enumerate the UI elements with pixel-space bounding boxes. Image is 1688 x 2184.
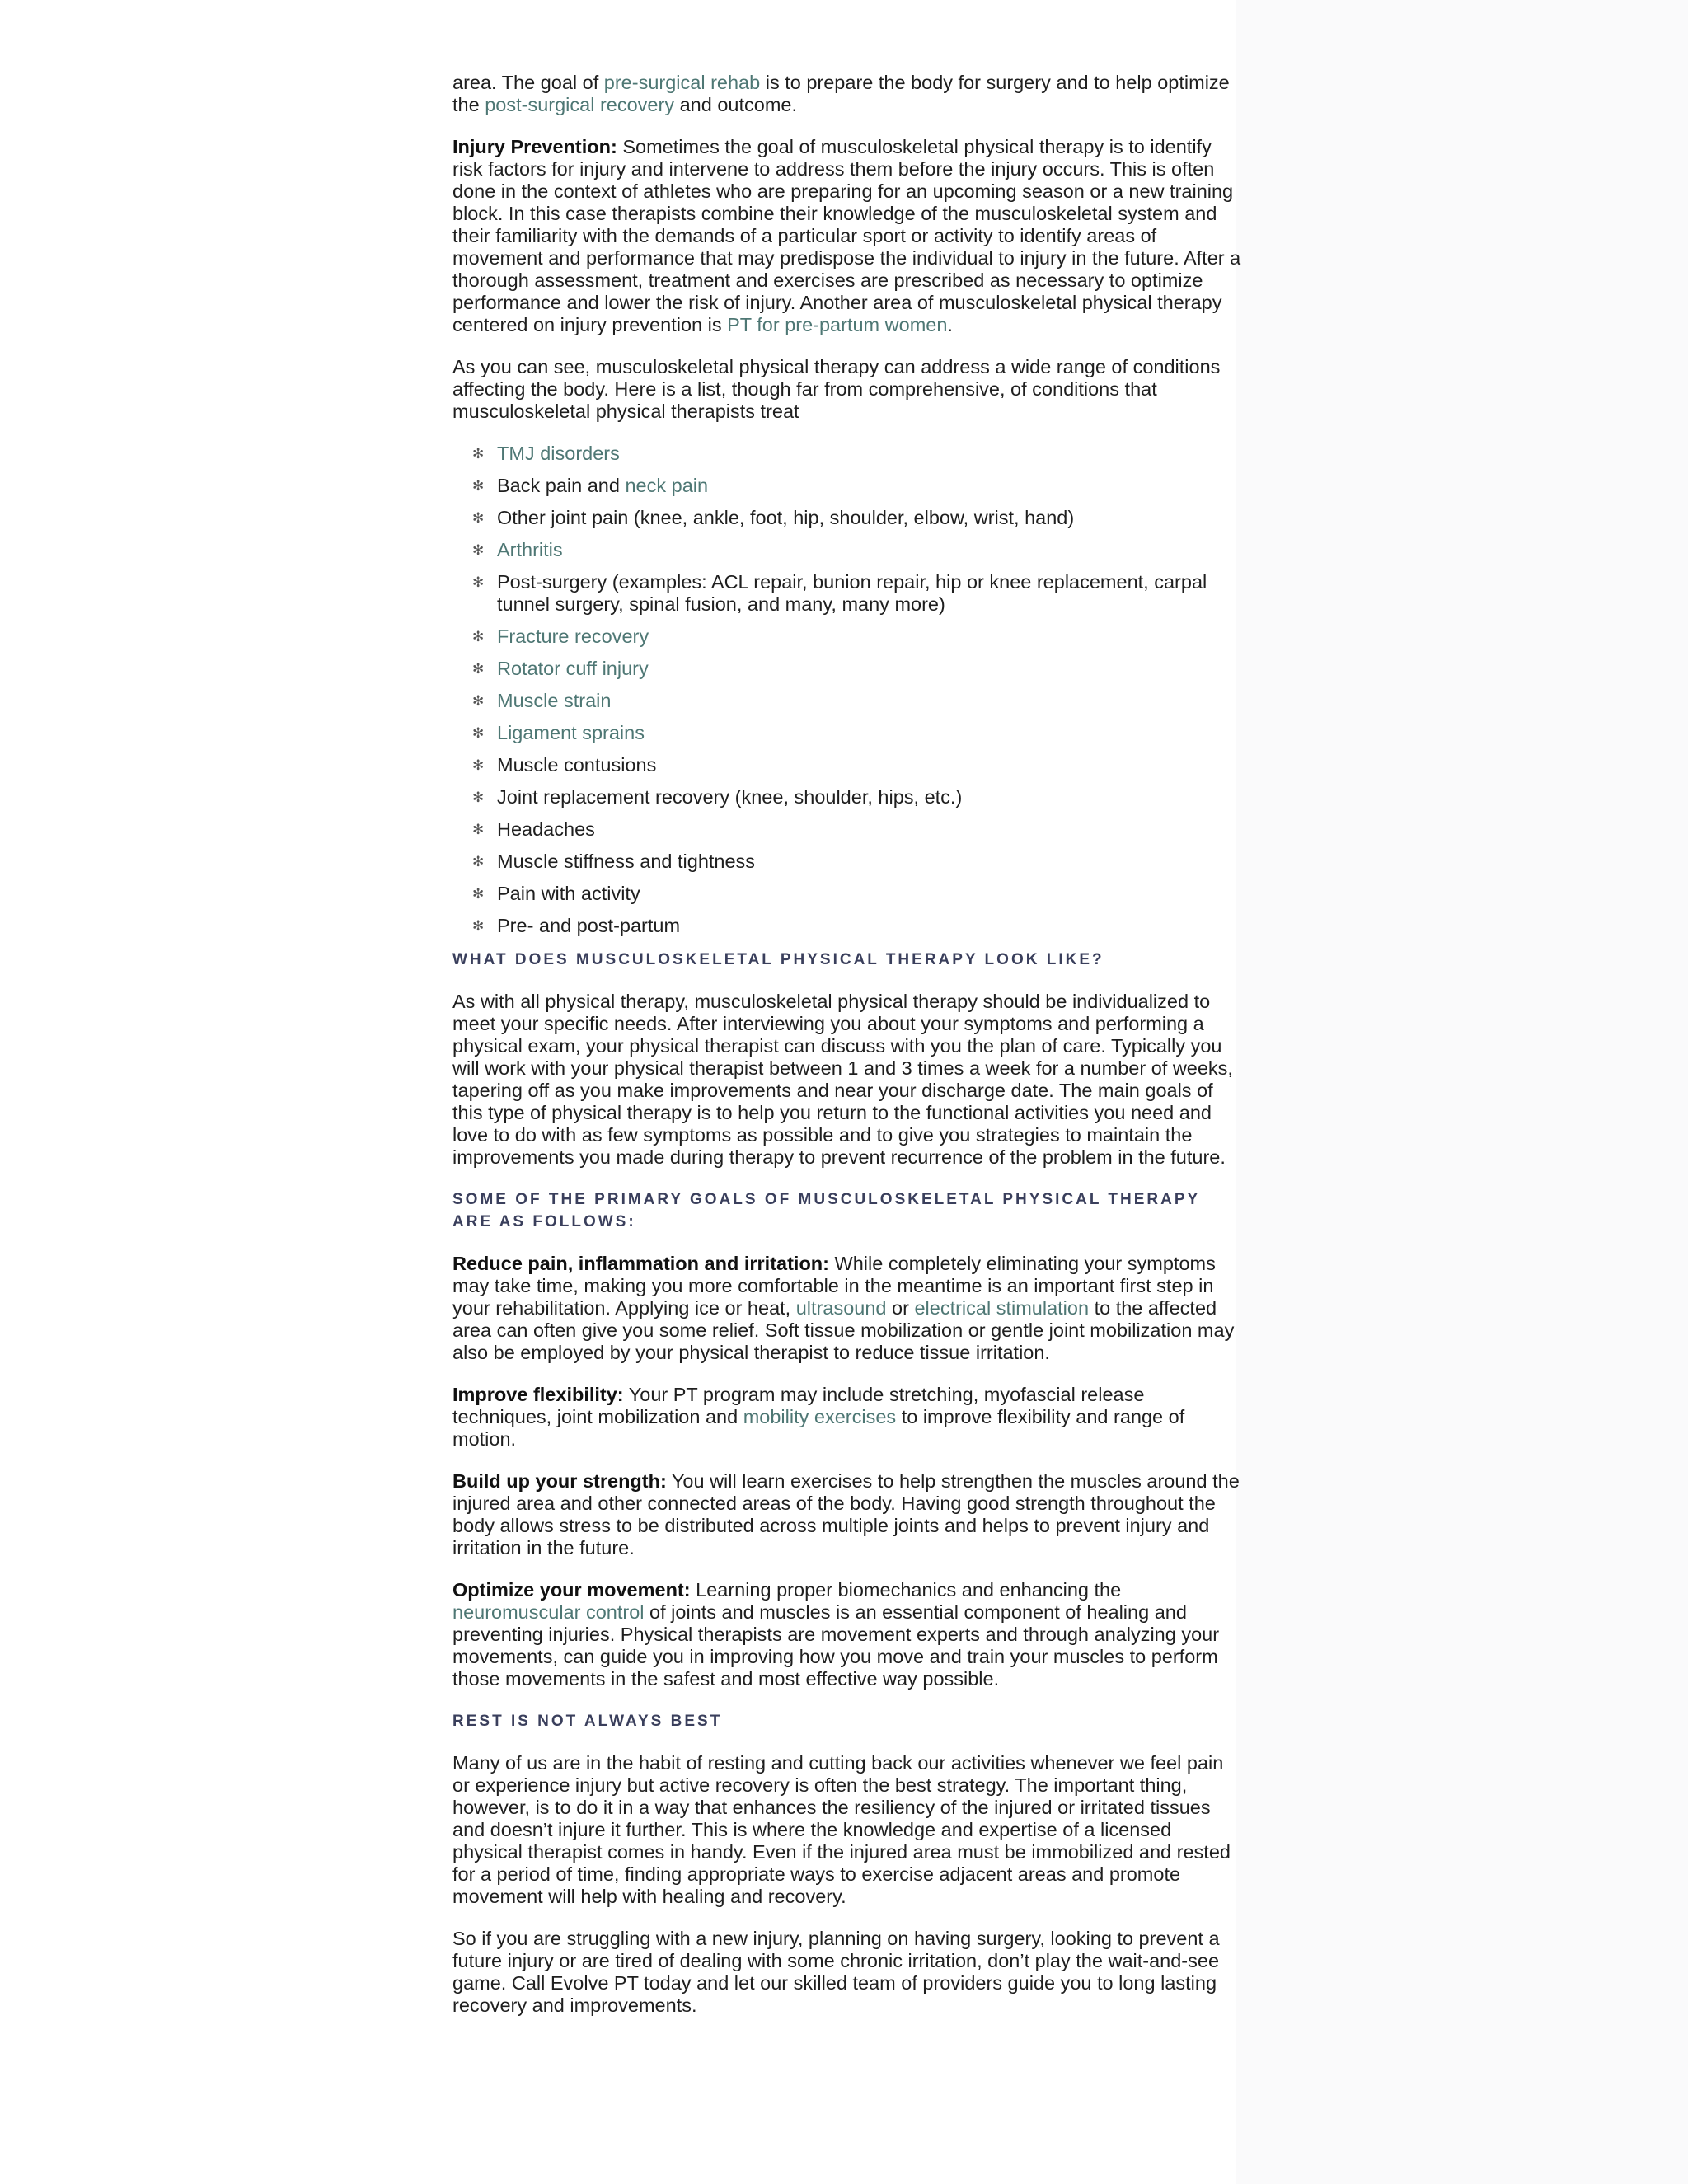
list-item [472, 626, 1242, 648]
improve-flexibility-label: Improve flexibility: [452, 1384, 624, 1405]
list-item [472, 539, 1242, 561]
list-item-text: Headaches [497, 818, 595, 840]
reduce-pain-text: While completely eliminating your symptoms may take time, making you more comfortable in the meantime is an important first step in your rehabilitation. Applying ice or heat, [452, 1253, 1216, 1319]
list-item-text: Post-surgery (examples: ACL repair, bunion repair, hip or knee replacement, carpal tunnel surgery, spinal fusion, and many, many more) [497, 571, 1207, 615]
list-item [472, 915, 1242, 937]
asterisk-bullet-icon: ✻ [472, 854, 485, 869]
section-heading-rest-not-best: REST IS NOT ALWAYS BEST [452, 1713, 723, 1730]
section-heading-what-does-pt-look-like: WHAT DOES MUSCULOSKELETAL PHYSICAL THERAPY LOOK LIKE? [452, 951, 1104, 968]
optimize-movement-text: Learning proper biomechanics and enhancing the [690, 1579, 1122, 1601]
arthritis-link[interactable]: Arthritis [497, 539, 563, 560]
paragraph-end: . [947, 314, 953, 335]
rest-paragraph-2: So if you are struggling with a new injury, planning on having surgery, looking to prevent a future injury or are tired of dealing with some chronic irritation, don’t play the wait-and-see game. Call Evolve PT today and let our skilled team of providers guide you to long lasting recovery and improvements. [452, 1928, 1220, 2016]
injury-prevention-paragraph [452, 136, 1242, 336]
conditions-list [452, 443, 1242, 937]
build-strength-text: You will learn exercises to help strengthen the muscles around the injured area and other connected areas of the body. Having good strength throughout the body allows stress to be distributed across multiple joints and helps to prevent injury and irritation in the future. [452, 1470, 1240, 1558]
list-item [472, 754, 1242, 776]
neuromuscular-control-link[interactable]: neuromuscular control [452, 1601, 645, 1623]
rest-paragraph-1: Many of us are in the habit of resting and cutting back our activities whenever we feel pain or experience injury but active recovery is often the best strategy. The important thing, however, is to do it in a way that enhances the resiliency of the injured or irritated tissues and doesn’t injure it further. This is where the knowledge and expertise of a licensed physical therapist comes in handy. Even if the injured area must be immobilized and rested for a period of time, finding appropriate ways to exercise adjacent areas and promote movement will help with healing and recovery. [452, 1752, 1231, 1907]
tmj-disorders-link[interactable]: TMJ disorders [497, 443, 620, 464]
list-item [472, 507, 1242, 529]
optimize-movement-label: Optimize your movement: [452, 1579, 691, 1601]
asterisk-bullet-icon: ✻ [472, 629, 485, 644]
asterisk-bullet-icon: ✻ [472, 757, 485, 773]
improve-flexibility-text: Your PT program may include stretching, myofascial release techniques, joint mobilization and [452, 1384, 1145, 1427]
asterisk-bullet-icon: ✻ [472, 478, 485, 494]
list-item [472, 818, 1242, 841]
neck-pain-link[interactable]: neck pain [625, 475, 709, 496]
intro-paragraph [452, 72, 1242, 116]
list-item [472, 722, 1242, 744]
article-body [452, 72, 1242, 2036]
list-item [472, 690, 1242, 712]
rotator-cuff-injury-link[interactable]: Rotator cuff injury [497, 658, 649, 679]
list-item [472, 475, 1242, 497]
list-item-text: Muscle contusions [497, 754, 657, 776]
list-item-text: Other joint pain (knee, ankle, foot, hip, shoulder, elbow, wrist, hand) [497, 507, 1075, 528]
ligament-sprains-link[interactable]: Ligament sprains [497, 722, 645, 743]
intro-text: area. The goal of [452, 72, 604, 93]
list-item-text: Pre- and post-partum [497, 915, 681, 936]
section-heading-primary-goals: SOME OF THE PRIMARY GOALS OF MUSCULOSKELETAL PHYSICAL THERAPY ARE AS FOLLOWS: [452, 1191, 1200, 1230]
reduce-pain-text: or [886, 1297, 915, 1319]
page-side-background [1236, 0, 1688, 2184]
asterisk-bullet-icon: ✻ [472, 918, 485, 934]
list-item-text: Back pain and [497, 475, 626, 496]
asterisk-bullet-icon: ✻ [472, 510, 485, 526]
asterisk-bullet-icon: ✻ [472, 693, 485, 709]
asterisk-bullet-icon: ✻ [472, 790, 485, 805]
improve-flexibility-text: to improve flexibility and range of motion. [452, 1406, 1185, 1450]
list-item [472, 443, 1242, 465]
asterisk-bullet-icon: ✻ [472, 446, 485, 462]
electrical-stimulation-link[interactable]: electrical stimulation [914, 1297, 1090, 1319]
list-item-text: Muscle stiffness and tightness [497, 851, 756, 872]
asterisk-bullet-icon: ✻ [472, 574, 485, 590]
list-item [472, 658, 1242, 680]
build-strength-label: Build up your strength: [452, 1470, 667, 1492]
pt-pre-partum-link[interactable]: PT for pre-partum women [727, 314, 948, 335]
reduce-pain-paragraph [452, 1253, 1242, 1364]
reduce-pain-text: to the affected area can often give you some relief. Soft tissue mobilization or gentle joint mobilization may also be employed by your physical therapist to reduce tissue irritation. [452, 1297, 1235, 1363]
list-item [472, 851, 1242, 873]
asterisk-bullet-icon: ✻ [472, 822, 485, 837]
optimize-movement-text: of joints and muscles is an essential component of healing and preventing injuries. Physical therapists are movement experts and through analyzing your movements, can guide you in improving how you move and train your muscles to perform those movements in the safest and most effective way possible. [452, 1601, 1220, 1690]
muscle-strain-link[interactable]: Muscle strain [497, 690, 612, 711]
intro-text: is to prepare the body for surgery and to help optimize the [452, 72, 1230, 115]
injury-prevention-label: Injury Prevention: [452, 136, 617, 157]
list-item [472, 786, 1242, 808]
mobility-exercises-link[interactable]: mobility exercises [743, 1406, 897, 1427]
reduce-pain-label: Reduce pain, inflammation and irritation: [452, 1253, 829, 1274]
asterisk-bullet-icon: ✻ [472, 661, 485, 677]
intro-text: and outcome. [674, 94, 797, 115]
list-item [472, 571, 1242, 616]
optimize-movement-paragraph [452, 1579, 1242, 1690]
list-intro-paragraph: As you can see, musculoskeletal physical therapy can address a wide range of conditions affecting the body. Here is a list, though far from comprehensive, of conditions that musculoskeletal physical therapists treat [452, 356, 1221, 422]
build-strength-paragraph [452, 1470, 1242, 1559]
post-surgical-recovery-link[interactable]: post-surgical recovery [485, 94, 675, 115]
list-item-text: Joint replacement recovery (knee, shoulder, hips, etc.) [497, 786, 963, 808]
list-item-text: Pain with activity [497, 883, 640, 904]
asterisk-bullet-icon: ✻ [472, 886, 485, 902]
what-pt-looks-like-paragraph: As with all physical therapy, musculoskeletal physical therapy should be individualized to meet your specific needs. After interviewing you about your symptoms and performing a physical exam, your physical therapist can discuss with you the plan of care. Typically you will work with your physical therapist between 1 and 3 times a week for a number of weeks, tapering off as you make improvements and near your discharge date. The main goals of this type of physical therapy is to help you return to the functional activities you need and love to do with as few symptoms as possible and to give you strategies to maintain the improvements you made during therapy to prevent recurrence of the problem in the future. [452, 991, 1233, 1168]
pre-surgical-rehab-link[interactable]: pre-surgical rehab [603, 72, 761, 93]
asterisk-bullet-icon: ✻ [472, 542, 485, 558]
ultrasound-link[interactable]: ultrasound [795, 1297, 887, 1319]
improve-flexibility-paragraph [452, 1384, 1242, 1451]
asterisk-bullet-icon: ✻ [472, 725, 485, 741]
fracture-recovery-link[interactable]: Fracture recovery [497, 626, 649, 647]
injury-prevention-text: Sometimes the goal of musculoskeletal physical therapy is to identify risk factors for injury and intervene to address them before the injury occurs. This is often done in the context of athletes who are preparing for an upcoming season or a new training block. In this case therapists combine their knowledge of the musculoskeletal system and their familiarity with the demands of a particular sport or activity to identify areas of movement and performance that may predispose the individual to injury in the future. After a thorough assessment, treatment and exercises are prescribed as necessary to optimize performance and lower the risk of injury. Another area of musculoskeletal physical therapy centered on injury prevention is [452, 136, 1241, 335]
list-item [472, 883, 1242, 905]
